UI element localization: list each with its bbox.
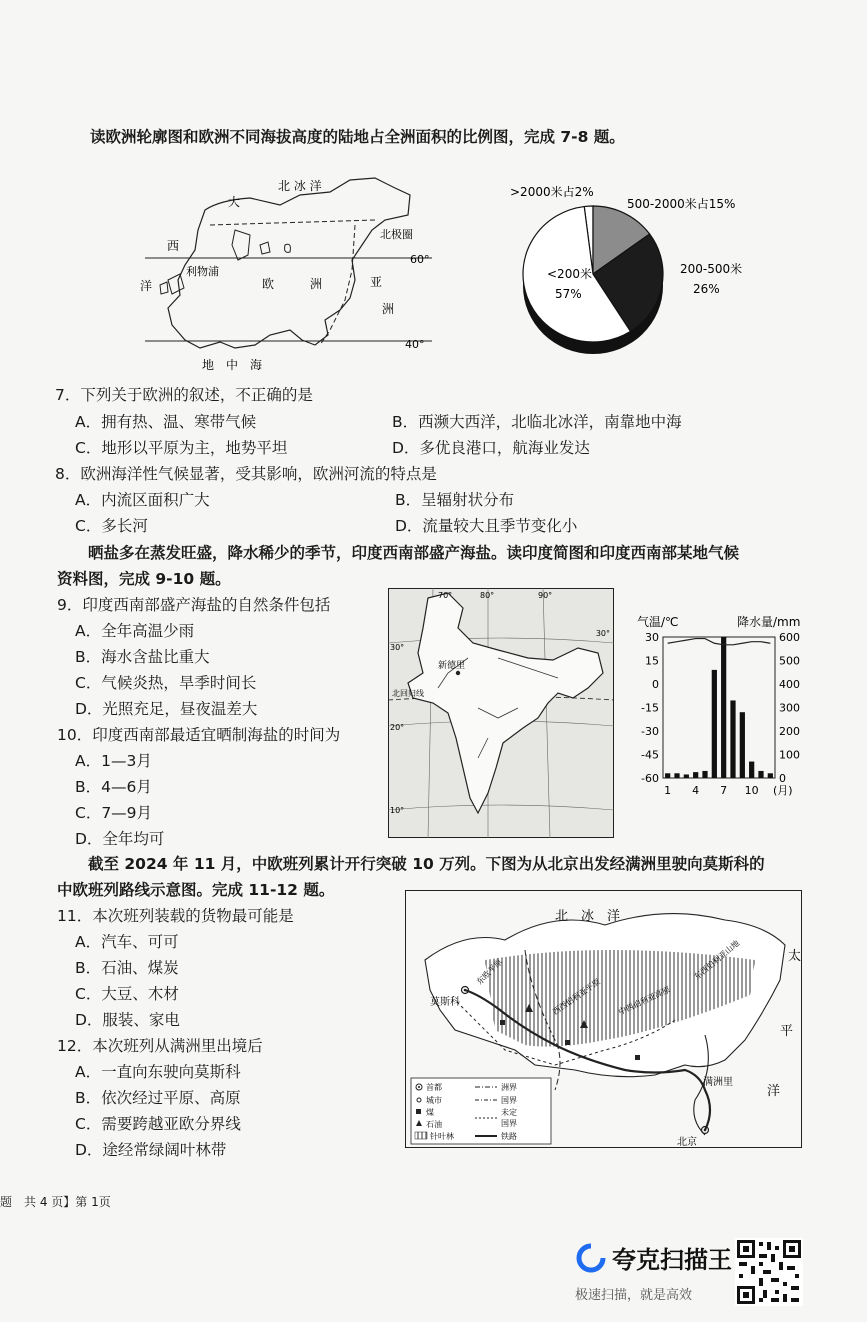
rail-map-tai: 太 bbox=[788, 949, 802, 964]
q12-stem: 12．本次班列从满洲里出境后 bbox=[57, 1037, 263, 1055]
map-label-liverpool: 利物浦 bbox=[186, 265, 219, 278]
q7-stem: 7．下列关于欧洲的叙述，不正确的是 bbox=[55, 386, 313, 404]
q12-option-b[interactable]: B．依次经过平原、高原 bbox=[75, 1089, 241, 1107]
climate-precip-bar bbox=[674, 773, 679, 778]
climate-x-tick: 4 bbox=[692, 784, 700, 797]
climate-right-tick: 600 bbox=[779, 631, 800, 644]
india-lat20: 20° bbox=[390, 723, 405, 732]
q9-option-c[interactable]: C．气候炎热，旱季时间长 bbox=[75, 674, 257, 692]
map-label-da: 大 bbox=[228, 195, 241, 209]
q11-option-d[interactable]: D．服装、家电 bbox=[75, 1011, 180, 1029]
rail-map-yang: 洋 bbox=[767, 1084, 781, 1099]
climate-precip-bar bbox=[749, 762, 754, 778]
q8-option-c[interactable]: C．多长河 bbox=[75, 517, 148, 535]
india-lon80: 80° bbox=[480, 591, 495, 600]
q7-option-c[interactable]: C．地形以平原为主，地势平坦 bbox=[75, 439, 288, 457]
climate-ylabel-right: 降水量/mm bbox=[737, 615, 801, 629]
map-label-arctic-ocean: 北 冰 洋 bbox=[278, 179, 322, 193]
rail-map-plain1: 东欧平原 bbox=[475, 957, 505, 987]
q10-option-b[interactable]: B．4—6月 bbox=[75, 778, 152, 796]
climate-precip-bar bbox=[693, 772, 698, 778]
climate-precip-bar bbox=[740, 712, 745, 778]
q12-option-a[interactable]: A．一直向东驶向莫斯科 bbox=[75, 1063, 241, 1081]
elevation-pie-chart bbox=[505, 178, 795, 368]
q9-stem: 9．印度西南部盛产海盐的自然条件包括 bbox=[57, 596, 331, 614]
climate-left-tick: 30 bbox=[645, 631, 659, 644]
india-lon90: 90° bbox=[538, 591, 553, 600]
climate-left-tick: -45 bbox=[641, 748, 659, 762]
climate-left-tick: -60 bbox=[641, 772, 659, 785]
rail-map-plateau: 中西伯利亚高原 bbox=[617, 984, 672, 1017]
climate-chart bbox=[625, 610, 815, 810]
climate-x-tick: 1 bbox=[664, 784, 672, 797]
pie-slices bbox=[523, 206, 663, 342]
climate-right-tick: 200 bbox=[779, 725, 800, 738]
q10-option-a[interactable]: A．1—3月 bbox=[75, 752, 152, 770]
climate-x-tick: 10 bbox=[744, 784, 759, 797]
europe-outline-map bbox=[140, 170, 440, 375]
q7-option-a[interactable]: A．拥有热、温、寒带气候 bbox=[75, 413, 257, 431]
q9-option-d[interactable]: D．光照充足，昼夜温差大 bbox=[75, 700, 258, 718]
india-map bbox=[388, 588, 614, 838]
map-label-xi: 西 bbox=[167, 239, 180, 253]
pie-label-lt200-pct: 57% bbox=[555, 287, 582, 301]
q8-option-a[interactable]: A．内流区面积广大 bbox=[75, 491, 210, 509]
climate-right-tick: 500 bbox=[779, 654, 800, 668]
q11-option-a[interactable]: A．汽车、可可 bbox=[75, 933, 179, 951]
legend-coal: 煤 bbox=[426, 1108, 434, 1117]
q10-option-d[interactable]: D．全年均可 bbox=[75, 830, 165, 848]
q8-option-b[interactable]: B．呈辐射状分布 bbox=[395, 491, 515, 509]
pie-label-500-2000: 500-2000米占15% bbox=[627, 197, 736, 211]
legend-forest: 针叶林 bbox=[430, 1132, 454, 1141]
climate-precip-bar bbox=[768, 773, 773, 778]
climate-ylabel-left: 气温/℃ bbox=[637, 615, 679, 629]
climate-right-tick: 100 bbox=[779, 748, 800, 762]
climate-precip-bar bbox=[684, 774, 689, 778]
legend-national-border: 国界 bbox=[501, 1096, 517, 1105]
map-label-arctic-circle: 北极圈 bbox=[380, 228, 413, 241]
section2-intro-line2: 资料图，完成 9-10 题。 bbox=[57, 570, 231, 588]
pie-label-200-500-pct: 26% bbox=[693, 282, 720, 296]
climate-left-tick: 0 bbox=[652, 678, 659, 691]
map-label-mediterranean: 地 中 海 bbox=[202, 358, 263, 372]
legend-continent-border: 洲界 bbox=[501, 1083, 517, 1092]
pie-label-200-500: 200-500米 bbox=[680, 262, 743, 276]
climate-precip-bar bbox=[702, 771, 707, 778]
rail-map-ping: 平 bbox=[780, 1024, 794, 1039]
india-newdelhi: 新德里 bbox=[438, 661, 466, 671]
q11-option-c[interactable]: C．大豆、木材 bbox=[75, 985, 179, 1003]
rail-map-legend bbox=[411, 1078, 551, 1144]
rail-map-moscow: 莫斯科 bbox=[430, 997, 460, 1008]
q10-option-c[interactable]: C．7—9月 bbox=[75, 804, 153, 822]
map-label-asia-ya: 亚 bbox=[370, 275, 383, 289]
climate-left-tick: -30 bbox=[641, 725, 659, 738]
section3-intro-line1: 截至 2024 年 11 月，中欧班列累计开行突破 10 万列。下图为从北京出发经满洲里驶向莫斯科的 bbox=[88, 855, 765, 873]
legend-city: 城市 bbox=[426, 1096, 442, 1105]
india-lat30-right: 30° bbox=[595, 629, 610, 638]
section1-intro: 读欧洲轮廓图和欧洲不同海拔高度的陆地占全洲面积的比例图，完成 7-8 题。 bbox=[90, 128, 625, 146]
q8-option-d[interactable]: D．流量较大且季节变化小 bbox=[395, 517, 578, 535]
q9-option-a[interactable]: A．全年高温少雨 bbox=[75, 622, 195, 640]
page-footer: 题 共 4 页】第 1页 bbox=[0, 1195, 111, 1209]
map-label-europe: 欧 洲 bbox=[262, 277, 323, 291]
climate-precip-bar bbox=[758, 771, 763, 778]
india-lon70: 70° bbox=[438, 591, 453, 600]
climate-xlabel: (月) bbox=[773, 784, 793, 797]
rail-map-mountains: 东西伯利亚山地 bbox=[692, 938, 742, 982]
rail-map-beijing: 北京 bbox=[677, 1137, 697, 1148]
legend-oil: 石油 bbox=[426, 1120, 442, 1129]
q8-stem: 8．欧洲海洋性气候显著，受其影响，欧洲河流的特点是 bbox=[55, 465, 437, 483]
china-europe-railway-map bbox=[405, 890, 802, 1148]
pie-label-2000: >2000米占2% bbox=[510, 185, 594, 199]
india-lat10: 10° bbox=[390, 806, 405, 815]
q11-stem: 11．本次班列装载的货物最可能是 bbox=[57, 907, 294, 925]
climate-precip-bar bbox=[665, 773, 670, 778]
legend-undetermined-2: 国界 bbox=[501, 1119, 517, 1128]
section3-intro-line2: 中欧班列路线示意图。完成 11-12 题。 bbox=[57, 881, 335, 899]
india-tropic: 北回归线 bbox=[392, 689, 424, 698]
section2-intro-line1: 晒盐多在蒸发旺盛，降水稀少的季节，印度西南部盛产海盐。读印度简图和印度西南部某地气候 bbox=[88, 544, 740, 562]
climate-frame bbox=[663, 637, 775, 778]
climate-precip-bar bbox=[730, 700, 735, 778]
q12-option-d[interactable]: D．途经常绿阔叶林带 bbox=[75, 1141, 227, 1159]
legend-capital: 首都 bbox=[426, 1083, 442, 1092]
rail-map-manzhouli: 满洲里 bbox=[703, 1077, 733, 1088]
rail-map-plain2: 西西伯利亚平原 bbox=[550, 977, 603, 1017]
qr-code-icon bbox=[735, 1238, 803, 1306]
climate-precip-bar bbox=[721, 637, 726, 778]
india-lat30: 30° bbox=[390, 643, 405, 652]
climate-right-tick: 300 bbox=[779, 701, 800, 715]
climate-left-tick: -15 bbox=[641, 701, 659, 715]
map-label-asia-zhou: 洲 bbox=[382, 302, 395, 316]
climate-right-tick: 400 bbox=[779, 678, 800, 691]
legend-undetermined-1: 未定 bbox=[501, 1108, 517, 1117]
q10-stem: 10．印度西南部最适宜晒制海盐的时间为 bbox=[57, 726, 341, 744]
pie-label-lt200: <200米 bbox=[547, 267, 592, 281]
map-label-lat40: 40° bbox=[405, 338, 425, 351]
q12-option-c[interactable]: C．需要跨越亚欧分界线 bbox=[75, 1115, 241, 1133]
q9-option-b[interactable]: B．海水含盐比重大 bbox=[75, 648, 210, 666]
q7-option-b[interactable]: B．西濒大西洋，北临北冰洋，南靠地中海 bbox=[392, 413, 682, 431]
climate-left-tick: 15 bbox=[645, 654, 659, 668]
map-label-lat60: 60° bbox=[410, 253, 430, 266]
map-label-yang: 洋 bbox=[140, 279, 153, 293]
scanner-brand: 夸克扫描王 bbox=[612, 1246, 732, 1274]
climate-x-tick: 7 bbox=[720, 784, 728, 797]
legend-railway: 铁路 bbox=[501, 1132, 517, 1141]
q11-option-b[interactable]: B．石油、煤炭 bbox=[75, 959, 179, 977]
quark-logo-icon bbox=[575, 1242, 607, 1274]
scanner-slogan: 极速扫描，就是高效 bbox=[575, 1288, 693, 1303]
climate-right-tick: 0 bbox=[779, 772, 786, 785]
rail-map-arctic: 北 冰 洋 bbox=[555, 909, 621, 924]
climate-precip-bar bbox=[712, 670, 717, 778]
climate-temp-line bbox=[668, 639, 771, 645]
q7-option-d[interactable]: D．多优良港口，航海业发达 bbox=[392, 439, 590, 457]
